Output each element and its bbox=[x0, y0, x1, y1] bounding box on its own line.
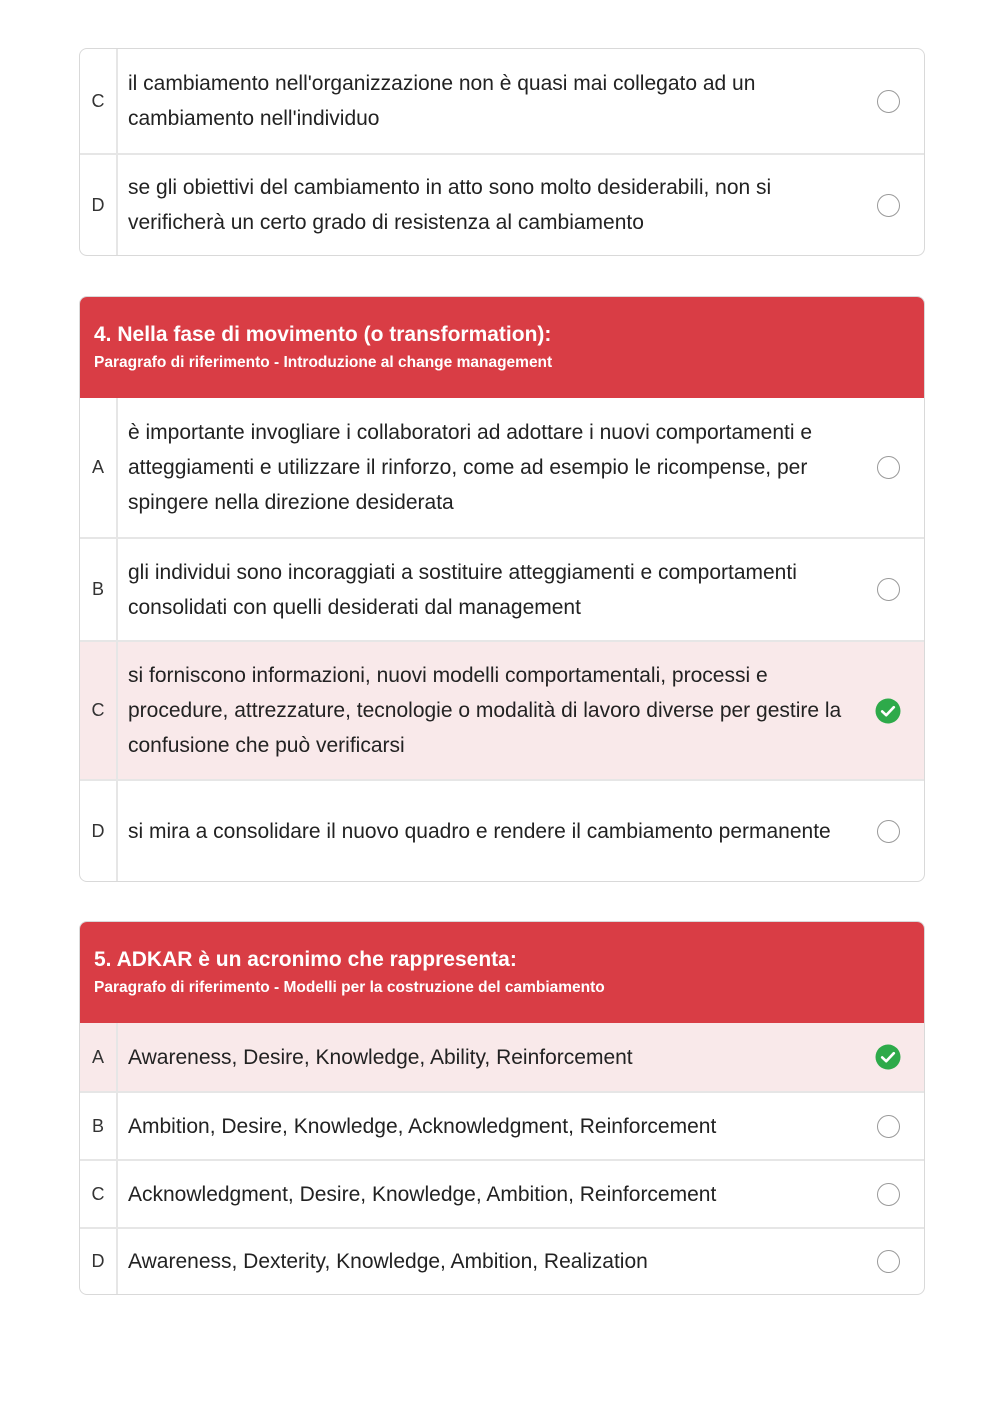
option-text: se gli obiettivi del cambiamento in atto sono molto desiderabili, non si verificherà un certo grado di resistenza al cambiamento bbox=[128, 176, 772, 234]
option-text: Ambition, Desire, Knowledge, Acknowledgment, Reinforcement bbox=[128, 1114, 717, 1138]
option-row-5-a[interactable] bbox=[80, 1023, 924, 1091]
option-row-4-d[interactable] bbox=[80, 779, 924, 881]
option-letter: B bbox=[80, 1093, 118, 1159]
option-row-4-a[interactable] bbox=[80, 398, 924, 537]
check-circle-icon[interactable] bbox=[875, 698, 901, 724]
question-header bbox=[80, 297, 924, 398]
option-letter: A bbox=[80, 398, 118, 537]
option-text: è importante invogliare i collaboratori ad adottare i nuovi comportamenti e atteggiamenti e utilizzare il rinforzo, come ad esempio le ricompense, per spingere nella direzione desiderata bbox=[128, 421, 813, 514]
option-text: il cambiamento nell'organizzazione non è quasi mai collegato ad un cambiamento nell'individuo bbox=[128, 72, 756, 130]
option-row-4-c[interactable] bbox=[80, 640, 924, 779]
option-text: Acknowledgment, Desire, Knowledge, Ambition, Reinforcement bbox=[128, 1182, 717, 1206]
option-letter: D bbox=[80, 781, 118, 881]
option-row-3-d[interactable] bbox=[80, 153, 924, 255]
radio-circle-icon[interactable] bbox=[877, 456, 900, 479]
question-reference: Paragrafo di riferimento - Modelli per la costruzione del cambiamento bbox=[94, 979, 605, 996]
question-title: 4. Nella fase di movimento (o transformation): bbox=[94, 323, 552, 346]
radio-circle-icon[interactable] bbox=[877, 578, 900, 601]
option-letter: A bbox=[80, 1023, 118, 1091]
option-row-5-c[interactable] bbox=[80, 1159, 924, 1227]
option-letter: D bbox=[80, 1229, 118, 1294]
radio-circle-icon[interactable] bbox=[877, 1183, 900, 1206]
option-text: si forniscono informazioni, nuovi modelli comportamentali, processi e procedure, attrezzature, tecnologie o modalità di lavoro diverse per gestire la confusione che può verificarsi bbox=[128, 664, 842, 757]
question-5-card bbox=[79, 921, 925, 1295]
check-circle-icon[interactable] bbox=[875, 1044, 901, 1070]
option-letter: D bbox=[80, 155, 118, 255]
option-letter: C bbox=[80, 1161, 118, 1227]
option-letter: C bbox=[80, 642, 118, 779]
option-row-4-b[interactable] bbox=[80, 537, 924, 640]
option-letter: C bbox=[80, 49, 118, 153]
option-text: Awareness, Desire, Knowledge, Ability, Reinforcement bbox=[128, 1045, 633, 1069]
radio-circle-icon[interactable] bbox=[877, 1250, 900, 1273]
option-text: gli individui sono incoraggiati a sostituire atteggiamenti e comportamenti consolidati con quelli desiderati dal management bbox=[128, 560, 797, 619]
question-3-options bbox=[79, 48, 925, 256]
question-title: 5. ADKAR è un acronimo che rappresenta: bbox=[94, 948, 517, 971]
option-text: Awareness, Dexterity, Knowledge, Ambition, Realization bbox=[128, 1250, 648, 1273]
question-reference: Paragrafo di riferimento - Introduzione al change management bbox=[94, 354, 553, 371]
option-row-3-c[interactable] bbox=[80, 49, 924, 153]
option-text: si mira a consolidare il nuovo quadro e rendere il cambiamento permanente bbox=[128, 819, 831, 843]
question-4-card bbox=[79, 296, 925, 882]
option-letter: B bbox=[80, 539, 118, 640]
radio-circle-icon[interactable] bbox=[877, 194, 900, 217]
option-row-5-d[interactable] bbox=[80, 1227, 924, 1294]
radio-circle-icon[interactable] bbox=[877, 1115, 900, 1138]
radio-circle-icon[interactable] bbox=[877, 820, 900, 843]
question-header bbox=[80, 922, 924, 1023]
radio-circle-icon[interactable] bbox=[877, 90, 900, 113]
option-row-5-b[interactable] bbox=[80, 1091, 924, 1159]
